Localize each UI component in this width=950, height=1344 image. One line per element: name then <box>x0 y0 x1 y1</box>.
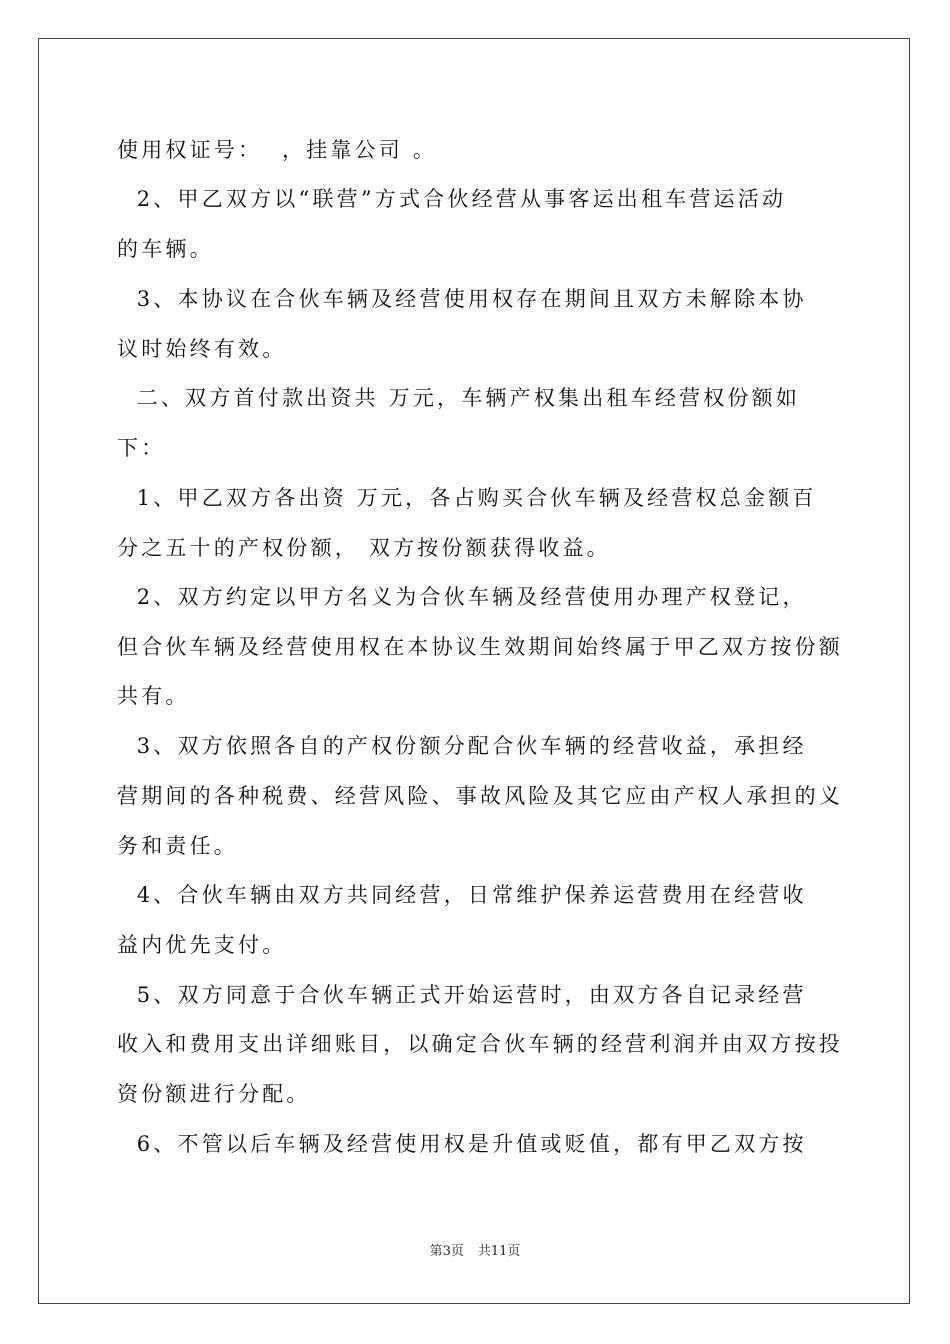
text-line: 2、双方约定以甲方名义为合伙车辆及经营使用办理产权登记， <box>117 585 807 609</box>
text-line: 的车辆。 <box>117 237 214 261</box>
text-line: 营期间的各种税费、经营风险、事故风险及其它应由产权人承担的义 <box>117 784 843 808</box>
text-line: 收入和费用支出详细账目，以确定合伙车辆的经营利润并由双方按投 <box>117 1032 843 1056</box>
text-line: 下： <box>117 436 166 460</box>
text-line: 3、双方依照各自的产权份额分配合伙车辆的经营收益，承担经 <box>117 734 807 758</box>
text-line: 议时始终有效。 <box>117 337 287 361</box>
text-line: 分之五十的产权份额， 双方按份额获得收益。 <box>117 536 611 560</box>
page-border <box>38 38 910 1304</box>
text-line: 益内优先支付。 <box>117 933 287 957</box>
text-line: 二、双方首付款出资共 万元，车辆产权集出租车经营权份额如 <box>117 386 801 410</box>
text-line: 5、双方同意于合伙车辆正式开始运营时，由双方各自记录经营 <box>117 983 807 1007</box>
page-number: 第3页 <box>429 1244 464 1259</box>
text-line: 务和责任。 <box>117 834 238 858</box>
text-line: 6、不管以后车辆及经营使用权是升值或贬值，都有甲乙双方按 <box>117 1132 807 1156</box>
text-line: 3、本协议在合伙车辆及经营使用权存在期间且双方未解除本协 <box>117 287 807 311</box>
page-total: 共11页 <box>477 1244 521 1259</box>
text-line: 使用权证号： ，挂靠公司 。 <box>117 138 438 162</box>
text-line: 共有。 <box>117 684 190 708</box>
text-line: 4、合伙车辆由双方共同经营，日常维护保养运营费用在经营收 <box>117 883 807 907</box>
text-line: 1、甲乙双方各出资 万元，各占购买合伙车辆及经营权总金额百 <box>117 486 817 510</box>
page-footer <box>0 1243 950 1261</box>
text-line: 2、甲乙双方以“联营”方式合伙经营从事客运出租车营运活动 <box>117 187 787 211</box>
text-line: 资份额进行分配。 <box>117 1082 311 1106</box>
text-line: 但合伙车辆及经营使用权在本协议生效期间始终属于甲乙双方按份额 <box>117 635 843 659</box>
